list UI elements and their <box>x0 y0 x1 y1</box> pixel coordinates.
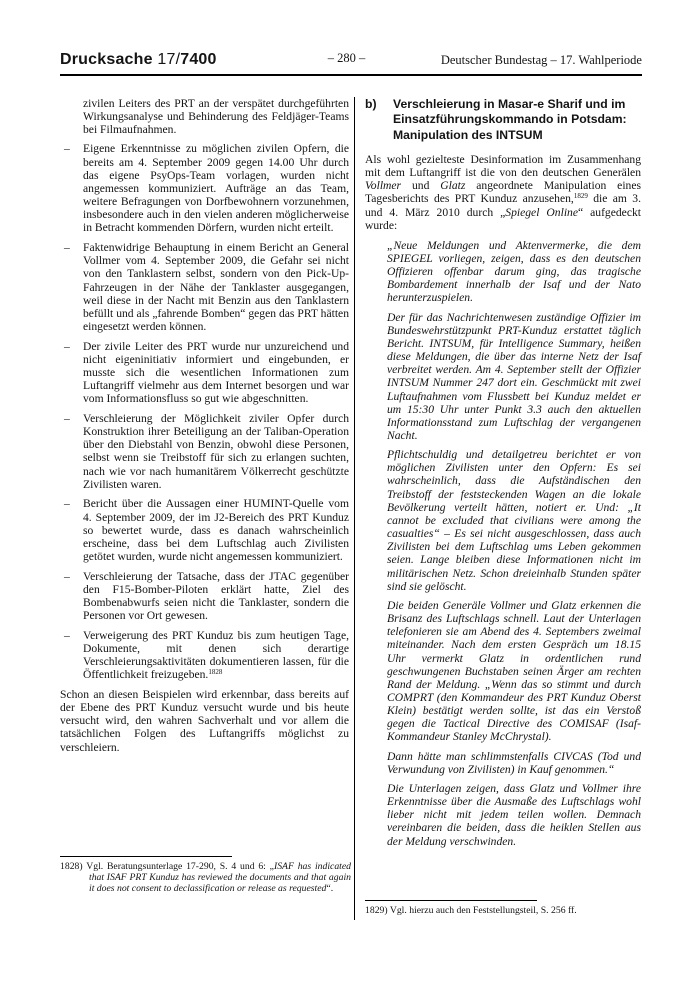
list-item <box>60 570 349 623</box>
section-heading <box>365 97 641 143</box>
section-heading-text: Verschleierung in Masar-e Sharif und im Einsatzführungskommando in Potsdam: Manipulation des INTSUM <box>393 97 627 142</box>
list-item-text: Verschleierung der Möglichkeit ziviler Opfer durch Konstruktion ihrer Beteiligung an der Taliban-Operation über den Diebstahl von Benzin, obwohl diese Personen, selbst wenn sie Treibstoff für sich zu erlangen suchten, nach wie vor nach humanitärem Völkerrecht geschützte Zivilisten waren. <box>83 411 349 491</box>
list-item-text: Der zivile Leiter des PRT wurde nur unzureichend und nicht eigeninitiativ informiert und eingebunden, er musste sich die wesentlichen Informationen zum Luftangriff vielmehr aus dem Internet besorgen und war vom Informationsfluss so gut wie abgeschnitten. <box>83 339 349 406</box>
page-header <box>60 51 642 69</box>
list-item <box>60 412 349 491</box>
doc-number: Drucksache 17/7400 <box>60 51 217 68</box>
blockquote: „Neue Meldungen und Aktenvermerke, die dem SPIEGEL vorliegen, zeigen, dass es den deutschen Offizieren offenbar darum ging, das tragische Bombardement innerhalb der Isaf und der Nato herunterzuspielen. <box>387 238 641 305</box>
blockquote: Die beiden Generäle Vollmer und Glatz erkennen die Brisanz des Luftschlags schnell. Laut der Unterlagen telefonieren sie am Abend des 4. Septembers zweimal miteinander. Nach dem ersten Gespräch um 18.15 Uhr vermerkt Glatz in ordentlichen rund geschwungenen Buchstaben seinen Ärger am rechten Rand der Meldung. „Wenn das so stimmt und durch COMPRT (den Kommandeur des PRT Kunduz Oberst Klein) bestätigt werden sollte, ist das ein Verstoß gegen die Tactical Directive des COMISAF (Isaf-Kommandeur Stanley McChrystal). <box>387 598 641 744</box>
list-item-text: Faktenwidrige Behauptung in einem Bericht an General Vollmer vom 4. September 2009, die Gefahr sei nicht von den Tanklastern selbst, sondern von den Pick-Up-Fahrzeugen in der Nähe der Tanklaster ausgegangen, weil diese in der Nacht mit Benzin aus den Tanklastern befüllt und als „fahrende Bomben“ gegen das PRT hätten eingesetzt werden können. <box>83 241 349 333</box>
footnote-text: 1829) Vgl. hierzu auch den Feststellungsteil, S. 256 ff. <box>365 905 577 916</box>
list-item <box>60 241 349 333</box>
dash-bullet: – <box>64 339 70 353</box>
dash-bullet: – <box>64 142 70 156</box>
left-column <box>60 97 349 754</box>
paragraph-closing: Schon an diesen Beispielen wird erkennbar, dass bereits auf der Ebene des PRT Kunduz versucht wurde und bis heute versucht wird, den wahren Sachverhalt und vor allem die tatsächlichen Folgen des Luftangriffs möglichst zu verschleiern. <box>60 687 349 754</box>
header-rule <box>60 74 642 76</box>
footnote-rule <box>365 900 537 901</box>
dash-bullet: – <box>64 569 70 583</box>
list-item-text: Bericht über die Aussagen einer HUMINT-Quelle vom 4. September 2009, der im J2-Bereich des PRT Kunduz so bewertet wurde, dass es danach wahrscheinlich erscheine, dass bei dem Luftschlag auch Zivilisten getötet wurden, wurde nicht angemessen kommuniziert. <box>83 497 349 563</box>
dash-bullet: – <box>64 628 70 642</box>
dash-bullet: – <box>64 411 70 425</box>
list-item <box>60 629 349 682</box>
dash-bullet: – <box>64 241 70 255</box>
list-item-text: Eigene Erkenntnisse zu möglichen zivilen Opfern, die bereits am 4. September 2009 gegen 14.00 Uhr durch das eigene PsyOps-Team vorlagen, wurden nicht angemessen kommuniziert. Aufträge an das Team, weitere Befragungen von Dorfbewohnern vorzunehmen, insbesondere auch in den vielen anderen möglicherweise in Betracht kommenden Dörfern, wurden nicht erteilt. <box>83 142 349 235</box>
footnote-rule <box>60 856 232 857</box>
footnote-text: 1828) Vgl. Beratungsunterlage 17-290, S. 4 und 6: „ISAF has indicated that ISAF PRT Kunduz has reviewed the documents and that again it does not consent to declassification or release as requested“. <box>60 861 351 894</box>
column-divider <box>354 97 355 920</box>
list-item <box>60 340 349 406</box>
blockquote: Die Unterlagen zeigen, dass Glatz und Vollmer ihre Erkenntnisse über die Ausmaße des Luftschlags wohl lieber nicht mit jedem teilen wollen. Demnach vereinbaren die beiden, dass die heiklen Stellen aus der Meldung verschwinden. <box>387 781 641 848</box>
section-label: b) <box>365 97 377 111</box>
blockquote: Pflichtschuldig und detailgetreu berichtet er von möglichen Zivilisten unter den Opfern: Es sei wahrscheinlich, dass die Aufständischen den Treibstoff der feststeckenden Wagen an die lokale Bevölkerung verteilt hätten, notiert er. Und: „It cannot be excluded that civilians were among the casualties“ – Es sei nicht ausgeschlossen, dass auch Zivilisten bei dem Luftschlag ums Leben gekommen seien. Lange bleiben diese Informationen nicht im militärischen Netz. Schon dreieinhalb Stunden später sind sie gelöscht. <box>387 448 641 593</box>
paragraph-intro: Als wohl gezielteste Desinformation im Zusammenhang mit dem Luftangriff ist die von den deutschen Generälen Vollmer und Glatz angeordnete Manipulation eines Tagesberichts des PRT Kunduz anzusehen,$^{1829}$ die am 3. und 4. März 2010 durch „Spiegel Online“ aufgedeckt wurde: <box>365 152 642 232</box>
list-item <box>60 497 349 563</box>
footnote-1829 <box>365 900 641 916</box>
blockquote: Der für das Nachrichtenwesen zuständige Offizier im Bundeswehrstützpunkt PRT-Kunduz erstattet täglich Bericht. INTSUM, für Intelligence Summary, heißen diese Meldungen, die über das interne Netz der Isaf verbreitet werden. Am 4. September stellt der Offizier INTSUM Nummer 247 dort ein. Geschmückt mit zwei Luftaufnahmen vom Flussbett bei Kunduz meldet er um 15:30 Uhr unter Punkt 3.3 auch den aktuellen Informationsstand zum Luftschlag der vergangenen Nacht. <box>387 310 641 443</box>
page-number: – 280 – <box>327 51 366 65</box>
list-item-text: Verweigerung des PRT Kunduz bis zum heutigen Tage, Dokumente, mit denen sich derartige Verschleierungsaktivitäten dokumentieren lassen, für die Öffentlichkeit freizugeben.$^{1828}$ <box>83 628 349 682</box>
list-item <box>60 142 349 234</box>
edition-label: Deutscher Bundestag – 17. Wahlperiode <box>440 53 642 67</box>
right-column <box>365 97 641 848</box>
dash-bullet: – <box>64 497 70 511</box>
list-item-text: Verschleierung der Tatsache, dass der JTAC gegenüber den F15-Bomber-Piloten erklärt hatte, Ziel des Bombenabwurfs seien nicht die Tanklaster, sondern die Personen vor Ort gewesen. <box>83 569 349 623</box>
footnote-1828 <box>60 856 351 894</box>
paragraph-continuation: zivilen Leiters des PRT an der verspätet durchgeführten Wirkungsanalyse und Behinderung des Feldjäger-Teams bei Filmaufnahmen. <box>83 97 349 137</box>
blockquote: Dann hätte man schlimmstenfalls CIVCAS (Tod und Verwundung von Zivilisten) in Kauf genommen.“ <box>387 749 641 776</box>
